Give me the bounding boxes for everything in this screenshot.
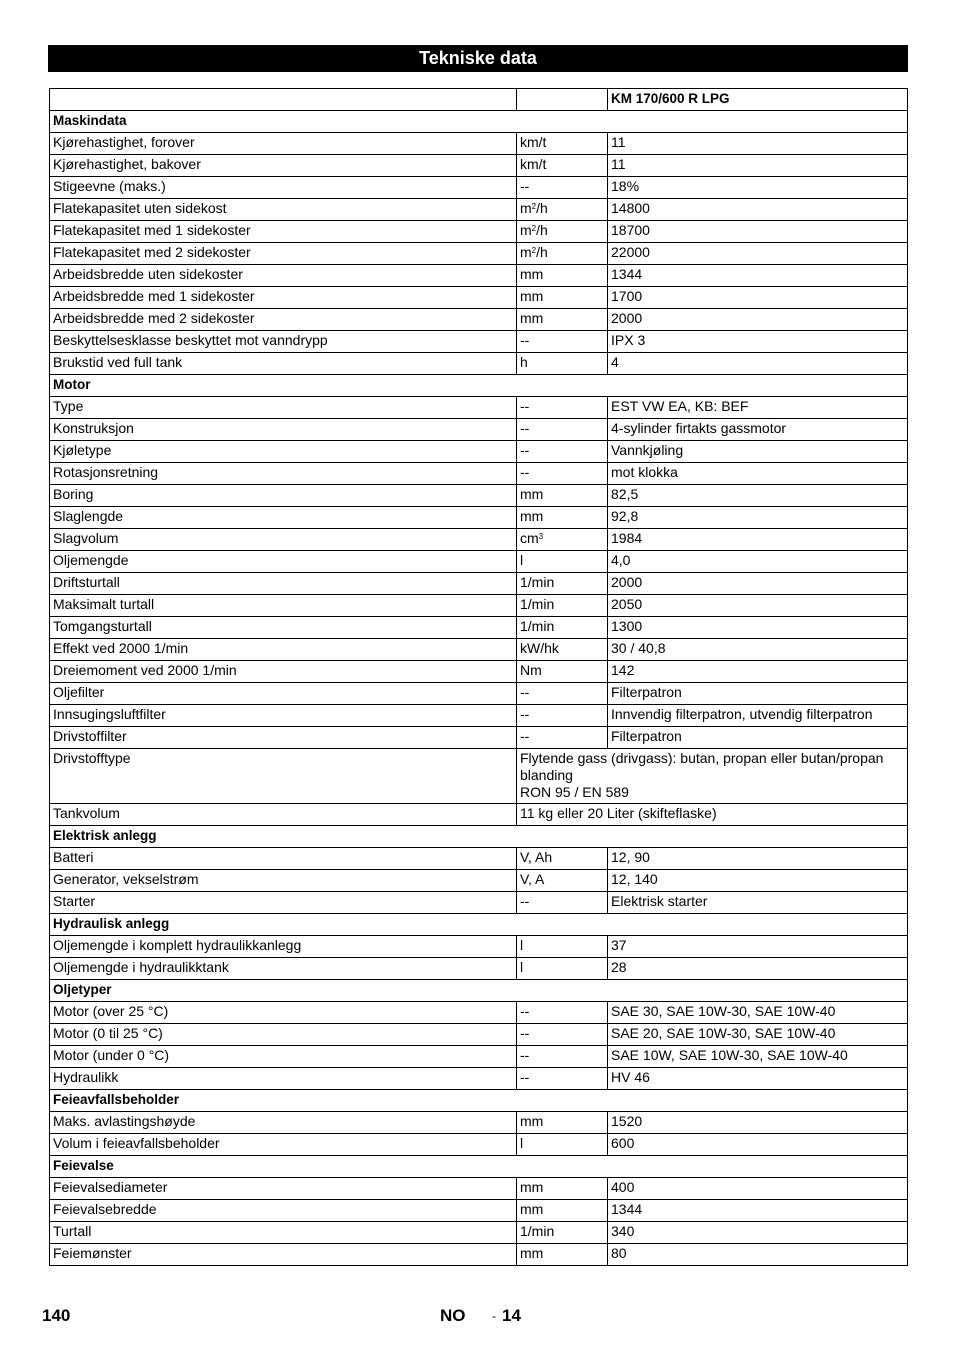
spec-unit: --: [517, 727, 608, 749]
spec-unit: $cm^3$: [517, 529, 608, 551]
table-row: [50, 936, 908, 958]
spec-unit: mm: [517, 287, 608, 309]
table-row: [50, 958, 908, 980]
table-row: [50, 419, 908, 441]
spec-value: Innvendig filterpatron, utvendig filterpatron: [608, 705, 908, 727]
spec-value: 80: [608, 1244, 908, 1266]
footer-separator: -: [492, 1309, 496, 1323]
spec-unit: mm: [517, 1244, 608, 1266]
spec-value: 12, 90: [608, 848, 908, 870]
spec-label: Brukstid ved full tank: [50, 353, 517, 375]
spec-value: 4-sylinder firtakts gassmotor: [608, 419, 908, 441]
section-row: [50, 980, 908, 1002]
section-heading: Feievalse: [50, 1156, 908, 1178]
spec-label: Drivstofftype: [50, 749, 517, 804]
spec-label: Batteri: [50, 848, 517, 870]
table-row: [50, 870, 908, 892]
spec-value: 2000: [608, 309, 908, 331]
spec-value: 142: [608, 661, 908, 683]
spec-label: Feievalsebredde: [50, 1200, 517, 1222]
spec-unit: --: [517, 397, 608, 419]
table-row: [50, 1002, 908, 1024]
spec-label: Slaglengde: [50, 507, 517, 529]
table-row: [50, 485, 908, 507]
spec-label: Konstruksjon: [50, 419, 517, 441]
spec-label: Oljefilter: [50, 683, 517, 705]
table-row: [50, 804, 908, 826]
table-row: [50, 133, 908, 155]
table-row: [50, 1222, 908, 1244]
table-row: [50, 617, 908, 639]
table-row: [50, 639, 908, 661]
spec-label: Feiemønster: [50, 1244, 517, 1266]
spec-label: Hydraulikk: [50, 1068, 517, 1090]
spec-label: Rotasjonsretning: [50, 463, 517, 485]
spec-unit: l: [517, 958, 608, 980]
spec-unit: --: [517, 463, 608, 485]
spec-value: Filterpatron: [608, 683, 908, 705]
spec-label: Innsugingsluftfilter: [50, 705, 517, 727]
spec-unit: l: [517, 936, 608, 958]
table-row: [50, 463, 908, 485]
spec-label: Kjørehastighet, forover: [50, 133, 517, 155]
table-row: [50, 1244, 908, 1266]
spec-value: Vannkjøling: [608, 441, 908, 463]
header-unit-cell: [517, 89, 608, 111]
spec-label: Oljemengde i komplett hydraulikkanlegg: [50, 936, 517, 958]
spec-value: Filterpatron: [608, 727, 908, 749]
section-row: [50, 914, 908, 936]
spec-value: 1700: [608, 287, 908, 309]
spec-unit: --: [517, 331, 608, 353]
spec-unit: --: [517, 1046, 608, 1068]
spec-unit: Nm: [517, 661, 608, 683]
spec-value: SAE 10W, SAE 10W-30, SAE 10W-40: [608, 1046, 908, 1068]
spec-label: Flatekapasitet med 1 sidekoster: [50, 221, 517, 243]
spec-value: 4,0: [608, 551, 908, 573]
spec-label: Starter: [50, 892, 517, 914]
spec-label: Tomgangsturtall: [50, 617, 517, 639]
spec-unit: --: [517, 683, 608, 705]
table-row: [50, 199, 908, 221]
section-heading: Hydraulisk anlegg: [50, 914, 908, 936]
spec-unit: 1/min: [517, 573, 608, 595]
spec-label: Motor (under 0 °C): [50, 1046, 517, 1068]
section-row: [50, 375, 908, 397]
spec-unit: 1/min: [517, 617, 608, 639]
spec-value: HV 46: [608, 1068, 908, 1090]
spec-unit: mm: [517, 1178, 608, 1200]
table-row: [50, 1112, 908, 1134]
spec-unit: $m^2/h$: [517, 243, 608, 265]
spec-unit: 1/min: [517, 1222, 608, 1244]
spec-label: Flatekapasitet uten sidekost: [50, 199, 517, 221]
table-row: [50, 353, 908, 375]
spec-unit: --: [517, 1068, 608, 1090]
section-row: [50, 1156, 908, 1178]
spec-label: Driftsturtall: [50, 573, 517, 595]
section-row: [50, 826, 908, 848]
spec-label: Generator, vekselstrøm: [50, 870, 517, 892]
spec-value: 2000: [608, 573, 908, 595]
spec-label: Flatekapasitet med 2 sidekoster: [50, 243, 517, 265]
section-heading: Maskindata: [50, 111, 908, 133]
spec-value-wide: Flytende gass (drivgass): butan, propan eller butan/propan blanding RON 95 / EN 589: [517, 749, 908, 804]
table-row: [50, 848, 908, 870]
table-row: [50, 177, 908, 199]
spec-value: 92,8: [608, 507, 908, 529]
table-row: [50, 573, 908, 595]
table-row: [50, 892, 908, 914]
page-title: Tekniske data: [48, 45, 908, 72]
spec-unit: mm: [517, 485, 608, 507]
spec-value: 4: [608, 353, 908, 375]
table-row: [50, 1024, 908, 1046]
spec-unit: l: [517, 551, 608, 573]
spec-value: mot klokka: [608, 463, 908, 485]
table-row: [50, 1068, 908, 1090]
tech-data-table: [49, 88, 908, 1266]
table-row: [50, 595, 908, 617]
spec-unit: mm: [517, 1112, 608, 1134]
section-heading: Oljetyper: [50, 980, 908, 1002]
spec-label: Maksimalt turtall: [50, 595, 517, 617]
spec-label: Dreiemoment ved 2000 1/min: [50, 661, 517, 683]
spec-label: Oljemengde: [50, 551, 517, 573]
spec-value: Elektrisk starter: [608, 892, 908, 914]
table-row: [50, 287, 908, 309]
spec-value: 11: [608, 133, 908, 155]
section-row: [50, 111, 908, 133]
table-row: [50, 1178, 908, 1200]
spec-label: Turtall: [50, 1222, 517, 1244]
spec-unit: h: [517, 353, 608, 375]
spec-unit: km/t: [517, 155, 608, 177]
spec-unit: km/t: [517, 133, 608, 155]
spec-unit: --: [517, 441, 608, 463]
spec-label: Arbeidsbredde med 1 sidekoster: [50, 287, 517, 309]
spec-value: SAE 20, SAE 10W-30, SAE 10W-40: [608, 1024, 908, 1046]
spec-label: Boring: [50, 485, 517, 507]
spec-unit: $m^2/h$: [517, 221, 608, 243]
spec-label: Type: [50, 397, 517, 419]
section-heading: Feieavfallsbeholder: [50, 1090, 908, 1112]
spec-value: 37: [608, 936, 908, 958]
section-page-number: 14: [502, 1306, 521, 1325]
spec-label: Kjørehastighet, bakover: [50, 155, 517, 177]
spec-value: 14800: [608, 199, 908, 221]
spec-value: 340: [608, 1222, 908, 1244]
table-row: [50, 661, 908, 683]
spec-unit: V, A: [517, 870, 608, 892]
spec-unit: V, Ah: [517, 848, 608, 870]
spec-value: IPX 3: [608, 331, 908, 353]
table-row: [50, 1046, 908, 1068]
table-row: [50, 551, 908, 573]
spec-label: Motor (0 til 25 °C): [50, 1024, 517, 1046]
spec-value: 600: [608, 1134, 908, 1156]
table-row: [50, 309, 908, 331]
spec-unit: $m^2/h$: [517, 199, 608, 221]
table-row: [50, 1134, 908, 1156]
section-row: [50, 1090, 908, 1112]
table-row: [50, 331, 908, 353]
spec-unit: mm: [517, 309, 608, 331]
table-row: [50, 749, 908, 804]
language-code: NO: [440, 1306, 466, 1325]
spec-label: Volum i feieavfallsbeholder: [50, 1134, 517, 1156]
spec-value-wide: 11 kg eller 20 Liter (skifteflaske): [517, 804, 908, 826]
header-row: [50, 89, 908, 111]
spec-value: 400: [608, 1178, 908, 1200]
spec-label: Stigeevne (maks.): [50, 177, 517, 199]
spec-value: 1344: [608, 265, 908, 287]
spec-label: Maks. avlastingshøyde: [50, 1112, 517, 1134]
spec-label: Motor (over 25 °C): [50, 1002, 517, 1024]
spec-label: Tankvolum: [50, 804, 517, 826]
spec-value: 18700: [608, 221, 908, 243]
table-row: [50, 155, 908, 177]
spec-value: 1520: [608, 1112, 908, 1134]
spec-label: Effekt ved 2000 1/min: [50, 639, 517, 661]
spec-label: Oljemengde i hydraulikktank: [50, 958, 517, 980]
spec-unit: --: [517, 419, 608, 441]
spec-value: 12, 140: [608, 870, 908, 892]
spec-label: Slagvolum: [50, 529, 517, 551]
table-row: [50, 441, 908, 463]
spec-value: 11: [608, 155, 908, 177]
spec-value: 28: [608, 958, 908, 980]
spec-unit: --: [517, 177, 608, 199]
table-row: [50, 265, 908, 287]
spec-label: Drivstoffilter: [50, 727, 517, 749]
spec-unit: mm: [517, 265, 608, 287]
section-heading: Motor: [50, 375, 908, 397]
spec-value: EST VW EA, KB: BEF: [608, 397, 908, 419]
table-row: [50, 529, 908, 551]
spec-unit: mm: [517, 507, 608, 529]
spec-label: Feievalsediameter: [50, 1178, 517, 1200]
table-row: [50, 221, 908, 243]
spec-unit: l: [517, 1134, 608, 1156]
table-row: [50, 507, 908, 529]
table-row: [50, 1200, 908, 1222]
spec-label: Kjøletype: [50, 441, 517, 463]
table-row: [50, 727, 908, 749]
spec-value: 82,5: [608, 485, 908, 507]
spec-unit: --: [517, 1024, 608, 1046]
page-number: 140: [42, 1306, 71, 1325]
table-row: [50, 705, 908, 727]
spec-unit: kW/hk: [517, 639, 608, 661]
spec-label: Beskyttelsesklasse beskyttet mot vanndrypp: [50, 331, 517, 353]
spec-label: Arbeidsbredde uten sidekoster: [50, 265, 517, 287]
spec-unit: mm: [517, 1200, 608, 1222]
spec-label: Arbeidsbredde med 2 sidekoster: [50, 309, 517, 331]
section-heading: Elektrisk anlegg: [50, 826, 908, 848]
spec-value: 30 / 40,8: [608, 639, 908, 661]
spec-unit: 1/min: [517, 595, 608, 617]
spec-value: 22000: [608, 243, 908, 265]
spec-value: 18%: [608, 177, 908, 199]
spec-value: SAE 30, SAE 10W-30, SAE 10W-40: [608, 1002, 908, 1024]
model-header: KM 170/600 R LPG: [608, 89, 908, 111]
table-row: [50, 397, 908, 419]
spec-value: 1344: [608, 1200, 908, 1222]
spec-value: 1300: [608, 617, 908, 639]
spec-value: 1984: [608, 529, 908, 551]
table-row: [50, 243, 908, 265]
spec-unit: --: [517, 892, 608, 914]
header-label-cell: [50, 89, 517, 111]
table-row: [50, 683, 908, 705]
spec-value: 2050: [608, 595, 908, 617]
spec-unit: --: [517, 705, 608, 727]
spec-unit: --: [517, 1002, 608, 1024]
